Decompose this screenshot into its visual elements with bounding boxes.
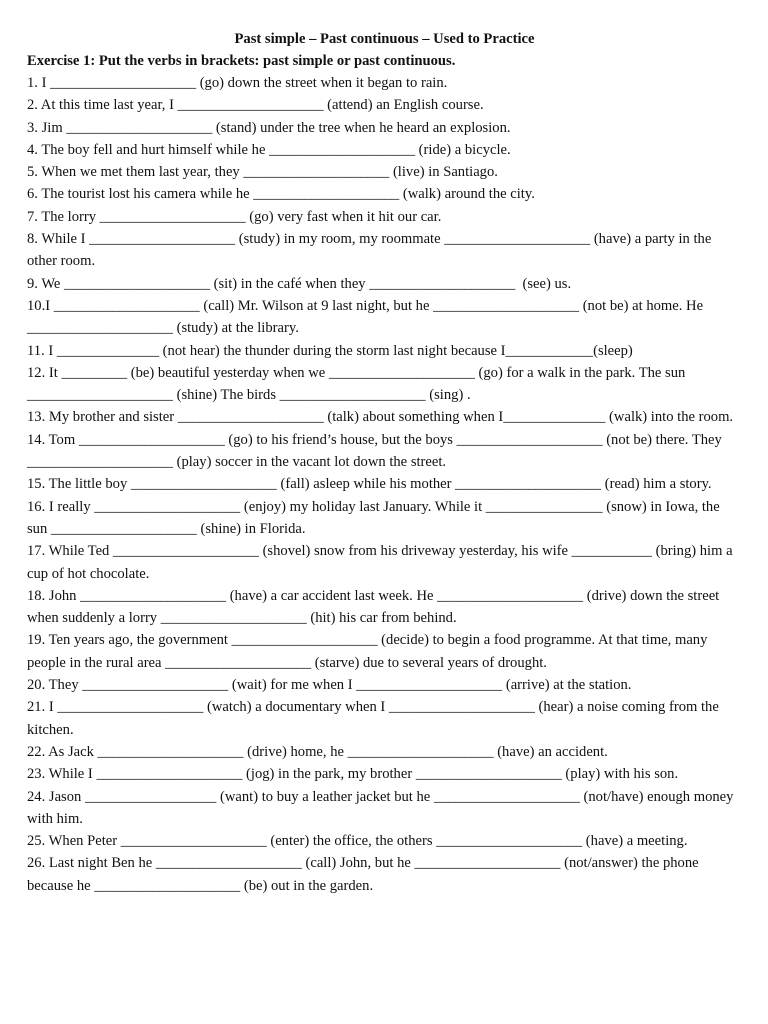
- exercise-item-10: 10.I ____________________ (call) Mr. Wilson at 9 last night, but he ____________________ (not be) at home. He ____________________ (study) at the library.: [27, 297, 707, 337]
- exercise-item-6: 6. The tourist lost his camera while he ____________________ (walk) around the city.: [27, 186, 535, 203]
- exercise-item-26: 26. Last night Ben he ____________________ (call) John, but he ____________________ (not/answer) the phone because he ____________________ (be) out in the garden.: [27, 855, 703, 894]
- page-title: Past simple – Past continuous – Used to Practice: [234, 31, 535, 47]
- exercise-item-4: 4. The boy fell and hurt himself while he ____________________ (ride) a bicycle.: [27, 141, 511, 158]
- exercise-item-12: 12. It _________ (be) beautiful yesterday when we ____________________ (go) for a walk in the park. The sun ____________________ (shine) The birds ____________________ (sing) .: [27, 364, 689, 404]
- exercise-item-2: 2. At this time last year, I ____________________ (attend) an English course.: [27, 97, 484, 114]
- exercise-item-24: 24. Jason __________________ (want) to buy a leather jacket but he ____________________ (not/have) enough money with him.: [27, 788, 738, 827]
- exercise-item-21: 21. I ____________________ (watch) a documentary when I ____________________ (hear) a noise coming from the kitchen.: [27, 699, 723, 738]
- exercise-item-20: 20. They ____________________ (wait) for me when I ____________________ (arrive) at the station.: [27, 677, 632, 694]
- exercise-item-18: 18. John ____________________ (have) a car accident last week. He ____________________ (drive) down the street when suddenly a lorry ____________________ (hit) his car from behind.: [27, 587, 723, 627]
- exercise-heading: Exercise 1: Put the verbs in brackets: past simple or past continuous.: [27, 53, 456, 69]
- exercise-item-22: 22. As Jack ____________________ (drive) home, he ____________________ (have) an accident.: [27, 743, 608, 760]
- exercise-item-25: 25. When Peter ____________________ (enter) the office, the others ____________________ (have) a meeting.: [27, 833, 688, 850]
- exercise-item-19: 19. Ten years ago, the government ____________________ (decide) to begin a food programme. At that time, many people in the rural area ____________________ (starve) due to several years of drought.: [27, 632, 712, 671]
- exercise-item-13: 13. My brother and sister ____________________ (talk) about something when I______________ (walk) into the room.: [27, 409, 734, 426]
- exercise-item-7: 7. The lorry ____________________ (go) very fast when it hit our car.: [27, 208, 442, 225]
- exercise-item-15: 15. The little boy ____________________ (fall) asleep while his mother ____________________ (read) him a story.: [27, 476, 712, 493]
- exercise-item-17: 17. While Ted ____________________ (shovel) snow from his driveway yesterday, his wife ___________ (bring) him a cup of hot chocolate.: [27, 543, 737, 582]
- exercise-item-9: 9. We ____________________ (sit) in the café when they ____________________ (see) us.: [27, 275, 572, 292]
- exercise-item-3: 3. Jim ____________________ (stand) under the tree when he heard an explosion.: [27, 119, 511, 136]
- exercise-item-8: 8. While I ____________________ (study) in my room, my roommate ____________________ (have) a party in the other room.: [27, 231, 715, 270]
- exercise-item-23: 23. While I ____________________ (jog) in the park, my brother ____________________ (play) with his son.: [27, 766, 679, 783]
- exercise-list: [27, 72, 742, 897]
- exercise-item-1: 1. I ____________________ (go) down the street when it began to rain.: [27, 75, 448, 91]
- exercise-item-14: 14. Tom ____________________ (go) to his friend’s house, but the boys ____________________ (not be) there. They ____________________ (play) soccer in the vacant lot down the street.: [27, 431, 726, 471]
- exercise-item-5: 5. When we met them last year, they ____________________ (live) in Santiago.: [27, 164, 498, 181]
- exercise-item-16: 16. I really ____________________ (enjoy) my holiday last January. While it ________________ (snow) in Iowa, the sun ____________________ (shine) in Florida.: [27, 498, 724, 537]
- exercise-item-11: 11. I ______________ (not hear) the thunder during the storm last night because I____________(sleep): [27, 342, 633, 359]
